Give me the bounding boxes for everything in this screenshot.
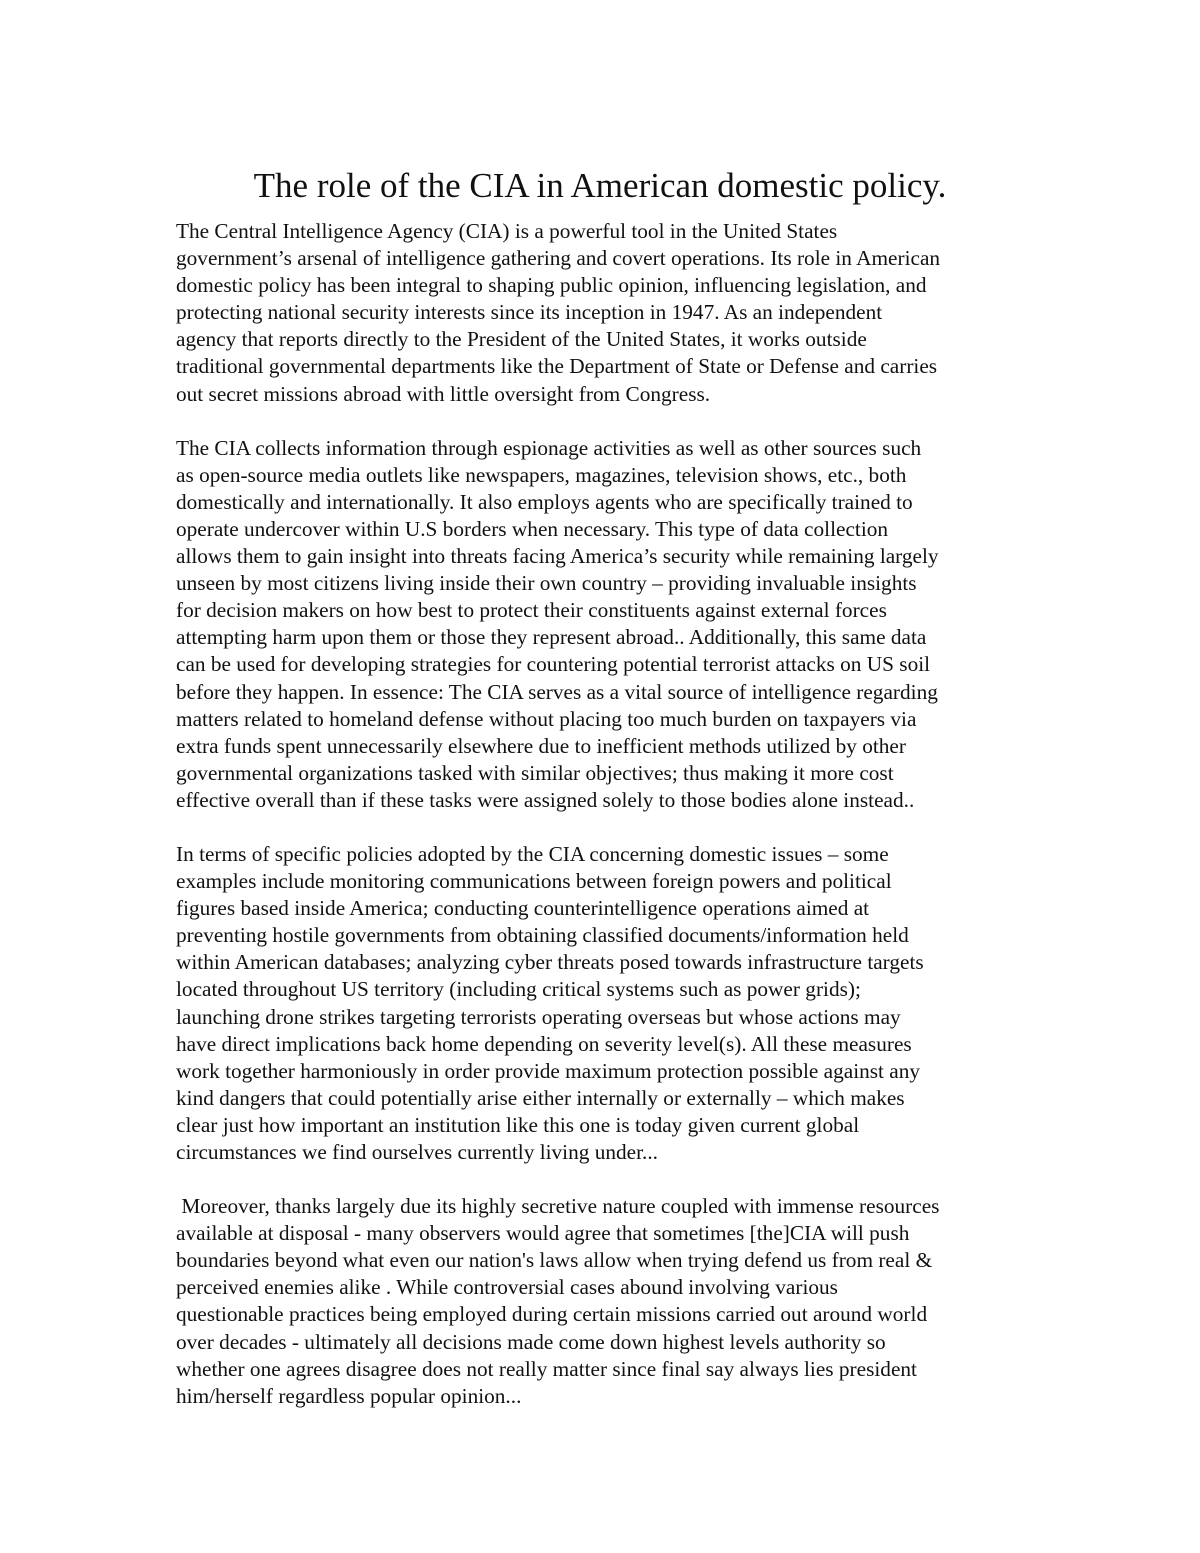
text-line: out secret missions abroad with little oversight from Congress. — [176, 381, 711, 406]
text-line: preventing hostile governments from obtaining classified documents/information held — [176, 923, 909, 948]
document-title: The role of the CIA in American domestic policy. — [253, 166, 947, 205]
text-line: within American databases; analyzing cyber threats posed towards infrastructure targets — [176, 950, 924, 975]
text-line: The Central Intelligence Agency (CIA) is a powerful tool in the United States — [176, 219, 838, 243]
text-line: as open-source media outlets like newspapers, magazines, television shows, etc., both — [176, 462, 907, 487]
text-line: extra funds spent unnecessarily elsewhere due to inefficient methods utilized by other — [176, 733, 906, 758]
text-line: domestic policy has been integral to shaping public opinion, influencing legislation, and — [176, 273, 927, 298]
text-line: perceived enemies alike . While controversial cases abound involving various — [176, 1275, 838, 1300]
text-line: circumstances we find ourselves currently living under... — [176, 1140, 658, 1164]
paragraph-2 — [176, 435, 1036, 814]
text-line: unseen by most citizens living inside their own country – providing invaluable insights — [176, 571, 917, 596]
text-line: whether one agrees disagree does not really matter since final say always lies president — [176, 1356, 917, 1381]
text-line: The CIA collects information through espionage activities as well as other sources such — [176, 435, 922, 460]
text-line: examples include monitoring communications between foreign powers and political — [176, 869, 892, 894]
text-line: have direct implications back home depending on severity level(s). All these measures — [176, 1031, 912, 1056]
text-line: allows them to gain insight into threats facing America’s security while remaining largely — [176, 544, 939, 569]
text-line: clear just how important an institution like this one is today given current global — [176, 1112, 860, 1137]
text-line: can be used for developing strategies for countering potential terrorist attacks on US soil — [176, 652, 931, 677]
text-line: questionable practices being employed during certain missions carried out around world — [176, 1302, 928, 1327]
text-line: operate undercover within U.S borders when necessary. This type of data collection — [176, 516, 889, 541]
text-line: government’s arsenal of intelligence gathering and covert operations. Its role in American — [176, 246, 941, 271]
text-line: matters related to homeland defense without placing too much burden on taxpayers via — [176, 706, 917, 731]
paragraph-3 — [176, 841, 1036, 1166]
document-body — [176, 218, 1036, 1437]
paragraph-1 — [176, 218, 1036, 408]
text-line: kind dangers that could potentially arise either internally or externally – which makes — [176, 1085, 905, 1110]
paragraph-4 — [176, 1193, 1036, 1410]
text-line: before they happen. In essence: The CIA serves as a vital source of intelligence regarding — [176, 679, 938, 704]
text-line: traditional governmental departments like the Department of State or Defense and carries — [176, 354, 938, 379]
text-line: figures based inside America; conducting counterintelligence operations aimed at — [176, 896, 870, 921]
text-line: available at disposal - many observers would agree that sometimes [the]CIA will push — [176, 1221, 910, 1246]
text-line: located throughout US territory (including critical systems such as power grids); — [176, 977, 861, 1002]
text-line: boundaries beyond what even our nation's laws allow when trying defend us from real & — [176, 1248, 933, 1273]
text-line: attempting harm upon them or those they represent abroad.. Additionally, this same data — [176, 625, 927, 650]
text-line: domestically and internationally. It also employs agents who are specifically trained to — [176, 489, 913, 514]
text-line: protecting national security interests since its inception in 1947. As an independent — [176, 300, 883, 325]
text-line: him/herself regardless popular opinion... — [176, 1383, 522, 1408]
text-line: for decision makers on how best to protect their constituents against external forces — [176, 598, 887, 623]
text-line: work together harmoniously in order provide maximum protection possible against any — [176, 1058, 921, 1083]
text-line: governmental organizations tasked with similar objectives; thus making it more cost — [176, 760, 894, 785]
text-line: agency that reports directly to the President of the United States, it works outside — [176, 327, 867, 352]
text-line: launching drone strikes targeting terrorists operating overseas but whose actions may — [176, 1004, 901, 1029]
text-line: effective overall than if these tasks were assigned solely to those bodies alone instead.. — [176, 787, 915, 812]
text-line: In terms of specific policies adopted by the CIA concerning domestic issues – some — [176, 841, 889, 866]
text-line: Moreover, thanks largely due its highly secretive nature coupled with immense resources — [176, 1194, 940, 1219]
text-line: over decades - ultimately all decisions made come down highest levels authority so — [176, 1329, 886, 1354]
